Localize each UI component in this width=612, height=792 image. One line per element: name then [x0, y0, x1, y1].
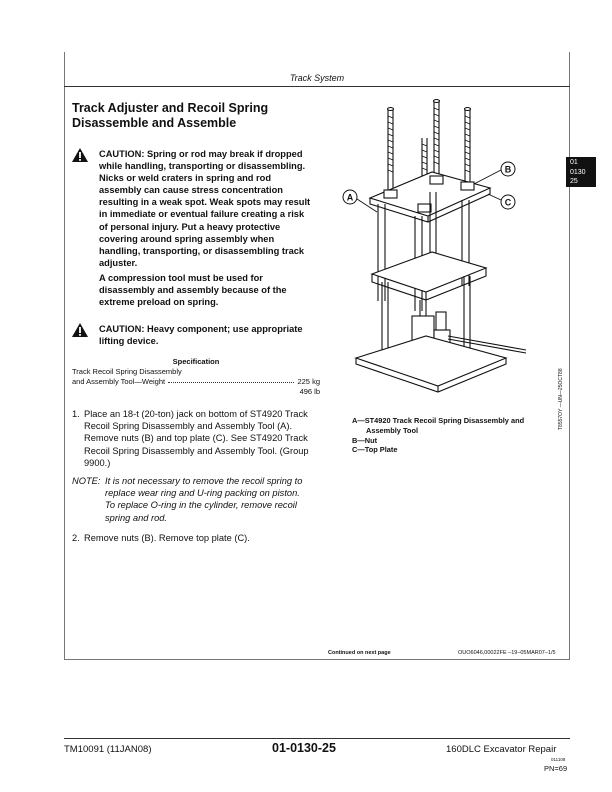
tab-line: 25	[570, 178, 578, 185]
footer-rule	[64, 738, 570, 739]
label-b: B	[504, 164, 512, 175]
note-line: replace wear ring and U-ring packing on piston.	[105, 488, 300, 499]
warning-triangle-icon	[71, 147, 89, 163]
label-a: A	[346, 192, 354, 203]
callout-legend	[352, 416, 524, 455]
callout-a-text: A—ST4920 Track Recoil Spring Disassembly and	[352, 416, 525, 425]
footer-small-code: 011108	[551, 757, 566, 762]
step-line: 9900.)	[84, 457, 111, 468]
note-block	[72, 475, 322, 524]
section-tab	[566, 157, 596, 187]
callout-c	[488, 194, 515, 209]
continued-label: Continued on next page	[328, 650, 391, 656]
step-line: Place an 18-t (20-ton) jack on bottom of ST4920 Track	[84, 409, 308, 419]
notice-line: disassembly and assembly because of the	[99, 285, 287, 296]
caution-line: covering around spring assembly when	[99, 233, 275, 244]
note-text	[105, 475, 322, 524]
specification-title: Specification	[172, 357, 220, 366]
spec-line-1: Track Recoil Spring Disassembly	[72, 367, 182, 376]
step-number: 2.	[72, 533, 80, 543]
figure-code-text: T8557OY —UN—25OCT88	[558, 368, 564, 430]
step-1	[72, 408, 320, 469]
step-line: Recoil Spring Disassembly and Assembly Tool. (Group	[84, 445, 309, 456]
note-line: To replace O-ring in the cylinder, remove recoil	[105, 500, 297, 511]
figure-code	[556, 340, 566, 430]
tab-line: 0130	[570, 168, 586, 176]
frame-left-border	[64, 52, 65, 660]
spec-weight-label: and Assembly Tool—Weight	[72, 377, 166, 386]
note-line: spring and rod.	[105, 512, 168, 523]
caution-line: resulting in a weak spot. Weak spots may result	[99, 197, 311, 208]
caution-line: while handling, transporting or disassembling.	[99, 161, 306, 172]
recoil-spring-tool-illustration	[330, 96, 540, 396]
footer-manual-id: TM10091 (11JAN08)	[64, 744, 152, 755]
caution-line: CAUTION: Heavy component; use appropriate	[99, 324, 303, 334]
section-header: Track System	[289, 73, 345, 83]
title-line-2: Disassemble and Assemble	[72, 116, 237, 130]
footer-manual-title: 160DLC Excavator Repair	[446, 744, 557, 755]
caution-spring-block	[99, 148, 310, 269]
callout-a-text-cont: Assembly Tool	[366, 425, 419, 435]
step-2	[72, 532, 320, 544]
compression-tool-notice	[99, 272, 287, 308]
spec-weight-kg: 225 kg	[297, 377, 320, 386]
label-c: C	[504, 197, 512, 208]
base-plate	[356, 336, 506, 392]
note-line: It is not necessary to remove the recoil spring to	[105, 476, 303, 486]
footer-page-number: PN=69	[544, 764, 568, 773]
caution-line: CAUTION: Spring or rod may break if dropped	[99, 149, 303, 159]
title-line-1: Track Adjuster and Recoil Spring	[72, 101, 269, 115]
callout-b	[474, 162, 515, 184]
caution-line: of personal injury. Put a heavy protective	[99, 221, 281, 232]
thread-hatching	[388, 108, 470, 172]
caution-line: lifting device.	[99, 336, 159, 347]
caution-line: Nicks or weld craters in spring and rod	[99, 173, 272, 184]
tab-line: 01	[570, 159, 578, 166]
notice-line: extreme preload on spring.	[99, 297, 219, 308]
header-rule	[64, 86, 570, 87]
callout-b-text: B—Nut	[352, 435, 378, 445]
callout-a	[343, 190, 377, 212]
document-code: OUO6046,00022FE –19–05MAR07–1/5	[458, 650, 556, 656]
spec-weight-row	[72, 377, 320, 386]
frame-bottom-border	[64, 659, 570, 660]
step-text: Remove nuts (B). Remove top plate (C).	[84, 533, 250, 543]
step-number: 1.	[72, 409, 80, 419]
footer-page-code: 01-0130-25	[272, 741, 336, 755]
notice-line: A compression tool must be used for	[99, 273, 263, 283]
step-line: Remove nuts (B) and top plate (C). See ST4920 Track	[84, 433, 308, 444]
spec-weight-lb: 496 lb	[299, 387, 320, 396]
caution-line: adjuster.	[99, 257, 138, 268]
caution-line: handling, transporting, or disassembling track	[99, 245, 305, 256]
note-label: NOTE:	[72, 476, 101, 486]
caution-line: assembly can cause stress concentration	[99, 185, 283, 196]
step-line: Recoil Spring Disassembly and Assembly Tool (A).	[84, 421, 293, 432]
callout-c-text: C—Top Plate	[352, 445, 398, 455]
frame-right-border	[569, 52, 570, 660]
leader-dots	[168, 377, 294, 383]
caution-heavy-component	[99, 323, 303, 347]
step-text	[84, 408, 320, 469]
warning-triangle-icon	[71, 322, 89, 338]
caution-line: in immediate or eventual failure creating a risk	[99, 209, 305, 220]
page-title	[72, 101, 332, 131]
